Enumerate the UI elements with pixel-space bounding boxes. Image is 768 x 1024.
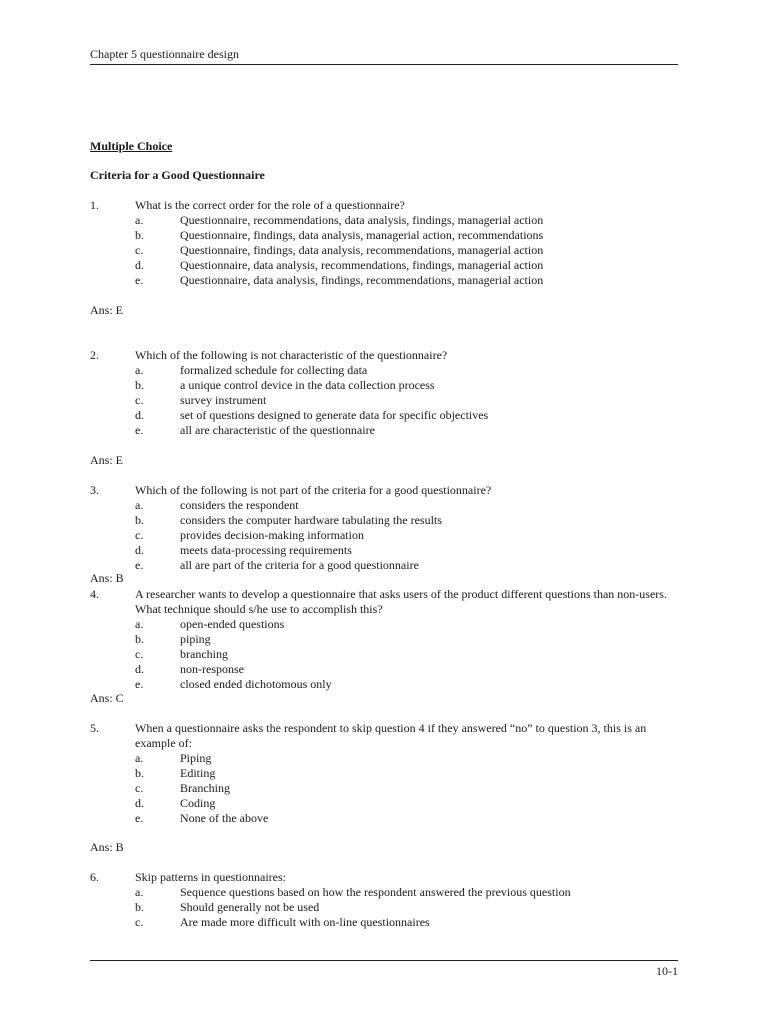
option-letter: c. xyxy=(135,243,144,257)
question-text: What is the correct order for the role of a questionnaire? xyxy=(135,198,405,212)
option-text: set of questions designed to generate data for specific objectives xyxy=(180,408,489,422)
option-text: piping xyxy=(180,632,211,646)
page-number: 10-1 xyxy=(656,964,678,978)
option-text: all are characteristic of the questionnaire xyxy=(180,423,375,437)
option-text: branching xyxy=(180,647,228,661)
option-letter: d. xyxy=(135,258,144,272)
answer-5: Ans: B xyxy=(90,840,124,854)
option-letter: a. xyxy=(135,363,144,377)
option-text: None of the above xyxy=(180,811,269,825)
question-number: 4. xyxy=(90,587,99,601)
question-number: 1. xyxy=(90,198,99,212)
option-row xyxy=(90,213,678,228)
answer-4: Ans: C xyxy=(90,691,124,705)
header-rule xyxy=(90,64,678,65)
option-row xyxy=(90,632,678,647)
option-letter: c. xyxy=(135,393,144,407)
section-subheading: Criteria for a Good Questionnaire xyxy=(90,168,265,182)
option-letter: c. xyxy=(135,915,144,929)
option-text: a unique control device in the data collection process xyxy=(180,378,435,392)
option-text: all are part of the criteria for a good questionnaire xyxy=(180,558,419,572)
option-text: Questionnaire, data analysis, recommendations, findings, managerial action xyxy=(180,258,544,272)
option-text: formalized schedule for collecting data xyxy=(180,363,368,377)
option-text: Questionnaire, findings, data analysis, managerial action, recommendations xyxy=(180,228,544,242)
option-letter: b. xyxy=(135,513,144,527)
option-row xyxy=(90,543,678,558)
option-text: Piping xyxy=(180,751,212,765)
question-3 xyxy=(90,483,678,573)
option-letter: b. xyxy=(135,378,144,392)
option-row xyxy=(90,528,678,543)
option-row xyxy=(90,408,678,423)
question-text: When a questionnaire asks the respondent to skip question 4 if they answered “no” to question 3, this is an example of: xyxy=(135,721,647,750)
question-text: A researcher wants to develop a questionnaire that asks users of the product different questions than non-users. What technique should s/he use to accomplish this? xyxy=(135,587,667,616)
option-row xyxy=(90,915,678,930)
option-row xyxy=(90,781,678,796)
question-5 xyxy=(90,721,678,826)
option-text: Sequence questions based on how the respondent answered the previous question xyxy=(180,885,571,899)
option-letter: b. xyxy=(135,632,144,646)
option-letter: c. xyxy=(135,528,144,542)
option-letter: c. xyxy=(135,647,144,661)
option-letter: e. xyxy=(135,273,144,287)
question-4 xyxy=(90,587,678,692)
question-number: 2. xyxy=(90,348,99,362)
option-letter: e. xyxy=(135,677,144,691)
option-letter: e. xyxy=(135,423,144,437)
option-row xyxy=(90,378,678,393)
option-row xyxy=(90,796,678,811)
option-text: non-response xyxy=(180,662,244,676)
option-letter: a. xyxy=(135,213,144,227)
option-letter: d. xyxy=(135,543,144,557)
option-row xyxy=(90,228,678,243)
option-letter: a. xyxy=(135,751,144,765)
option-text: survey instrument xyxy=(180,393,267,407)
option-row xyxy=(90,273,678,288)
question-1 xyxy=(90,198,678,288)
option-letter: b. xyxy=(135,900,144,914)
option-row xyxy=(90,885,678,900)
option-row xyxy=(90,258,678,273)
option-letter: a. xyxy=(135,885,144,899)
question-number: 6. xyxy=(90,870,99,884)
section-heading: Multiple Choice xyxy=(90,139,173,153)
option-row xyxy=(90,363,678,378)
option-text: Should generally not be used xyxy=(180,900,320,914)
option-row xyxy=(90,558,678,573)
option-row xyxy=(90,677,678,692)
option-text: Questionnaire, recommendations, data analysis, findings, managerial action xyxy=(180,213,544,227)
footer-rule xyxy=(90,960,678,961)
option-text: Branching xyxy=(180,781,230,795)
question-number: 3. xyxy=(90,483,99,497)
option-text: open-ended questions xyxy=(180,617,285,631)
answer-3: Ans: B xyxy=(90,571,124,585)
option-row xyxy=(90,900,678,915)
option-row xyxy=(90,243,678,258)
option-row xyxy=(90,423,678,438)
question-text: Which of the following is not characteristic of the questionnaire? xyxy=(135,348,448,362)
option-row xyxy=(90,513,678,528)
answer-2: Ans: E xyxy=(90,453,123,467)
option-row xyxy=(90,498,678,513)
page-header-title: Chapter 5 questionnaire design xyxy=(90,47,239,61)
option-row xyxy=(90,766,678,781)
question-number: 5. xyxy=(90,721,99,735)
option-text: Are made more difficult with on-line questionnaires xyxy=(180,915,430,929)
option-letter: c. xyxy=(135,781,144,795)
question-text: Which of the following is not part of the criteria for a good questionnaire? xyxy=(135,483,492,497)
option-letter: d. xyxy=(135,408,144,422)
option-letter: b. xyxy=(135,766,144,780)
option-row xyxy=(90,662,678,677)
option-text: Coding xyxy=(180,796,216,810)
option-text: Questionnaire, data analysis, findings, recommendations, managerial action xyxy=(180,273,544,287)
option-text: closed ended dichotomous only xyxy=(180,677,332,691)
option-row xyxy=(90,647,678,662)
option-row xyxy=(90,617,678,632)
option-row xyxy=(90,393,678,408)
option-letter: e. xyxy=(135,558,144,572)
option-text: considers the respondent xyxy=(180,498,299,512)
option-row xyxy=(90,811,678,826)
option-text: provides decision-making information xyxy=(180,528,364,542)
option-letter: d. xyxy=(135,796,144,810)
option-row xyxy=(90,751,678,766)
option-text: Editing xyxy=(180,766,216,780)
option-letter: a. xyxy=(135,498,144,512)
option-text: Questionnaire, findings, data analysis, recommendations, managerial action xyxy=(180,243,544,257)
option-letter: d. xyxy=(135,662,144,676)
option-letter: b. xyxy=(135,228,144,242)
option-text: meets data-processing requirements xyxy=(180,543,352,557)
answer-1: Ans: E xyxy=(90,303,123,317)
option-text: considers the computer hardware tabulating the results xyxy=(180,513,442,527)
option-letter: e. xyxy=(135,811,144,825)
question-2 xyxy=(90,348,678,438)
option-letter: a. xyxy=(135,617,144,631)
question-6 xyxy=(90,870,678,930)
question-text: Skip patterns in questionnaires: xyxy=(135,870,286,884)
